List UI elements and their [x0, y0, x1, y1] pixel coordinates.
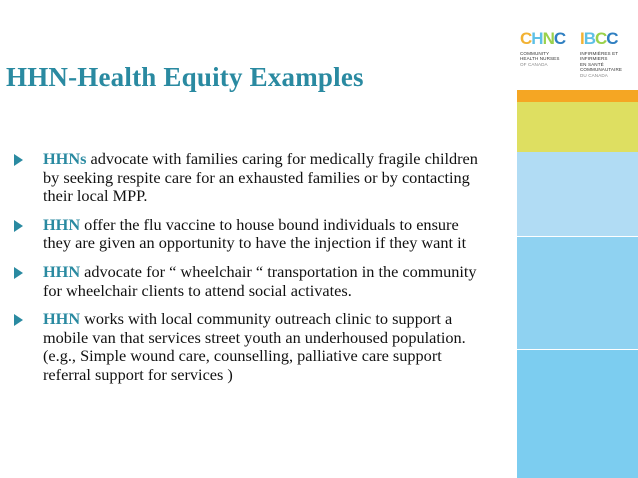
ibcc-logo-letter: C — [595, 29, 607, 48]
color-bar-divider — [517, 349, 638, 350]
bullet-line: (e.g., Simple wound care, counselling, palliative care support — [43, 346, 442, 366]
bullet-line — [43, 216, 524, 235]
color-bar-blue — [517, 236, 638, 349]
ibcc-logo — [580, 30, 636, 78]
bullet-keyword: HHN — [43, 309, 81, 329]
bullet-list — [12, 150, 524, 395]
bullet-line: for wheelchair clients to attend social activates. — [43, 280, 352, 300]
bullet-arrow-icon — [14, 154, 23, 166]
ibcc-logo-text-line: EN SANTÉ COMMUNAUTAIRE — [580, 61, 623, 73]
bullet-line: referral support for services ) — [43, 364, 233, 384]
bullet-item — [12, 216, 524, 253]
color-bar-orange — [517, 90, 638, 102]
ibcc-logo-letter: I — [580, 29, 584, 48]
bullet-line — [43, 150, 524, 169]
ibcc-logo-text-line: INFIRMIÈRES ET INFIRMIERS — [580, 51, 619, 62]
bullet-arrow-icon — [14, 220, 23, 232]
bullet-line — [43, 263, 524, 282]
chnc-logo-text-line: OF CANADA — [520, 61, 548, 67]
chnc-logo-letter: C — [520, 29, 532, 48]
bullet-item — [12, 310, 524, 384]
bullet-keyword: HHNs — [43, 149, 87, 168]
bullet-line: mobile van that services street youth an underhoused population. — [43, 327, 466, 347]
bullet-line — [43, 310, 524, 329]
bullet-keyword: HHN — [43, 214, 81, 234]
bullet-arrow-icon — [14, 267, 23, 279]
bullet-text: works with local community outreach clinic to support a — [80, 309, 453, 329]
ibcc-logo-letter: B — [583, 29, 596, 48]
color-bar-yellow — [517, 102, 638, 152]
bullet-line: their local MPP. — [43, 186, 148, 206]
bullet-item — [12, 263, 524, 300]
color-bar-light-blue — [517, 152, 638, 236]
ibcc-logo-mark — [580, 30, 636, 48]
ibcc-logo-letter: C — [606, 29, 618, 48]
bullet-keyword: HHN — [43, 261, 81, 281]
chnc-logo-letter: H — [531, 29, 543, 48]
chnc-logo — [520, 30, 576, 67]
chnc-logo-letter: N — [542, 29, 554, 48]
chnc-logo-letter: C — [553, 29, 566, 48]
chnc-logo-mark — [520, 30, 576, 48]
bullet-arrow-icon — [14, 314, 23, 326]
bullet-item — [12, 150, 524, 206]
color-bar-blue-dark — [517, 349, 638, 478]
bullet-text: advocate with families caring for medically fragile children — [86, 149, 478, 168]
bullet-line: by seeking respite care for an exhausted families or by contacting — [43, 167, 470, 187]
slide-title: HHN-Health Equity Examples — [6, 62, 364, 92]
chnc-logo-text-line: COMMUNITY — [520, 51, 550, 56]
color-bar-divider — [517, 236, 638, 237]
decorative-color-bars — [517, 90, 638, 478]
ibcc-logo-text-line: DU CANADA — [580, 72, 608, 78]
chnc-logo-text — [520, 51, 576, 67]
bullet-line: they are given an opportunity to have the injection if they want it — [43, 233, 467, 253]
logo-group — [520, 30, 638, 78]
bullet-text: offer the flu vaccine to house bound individuals to ensure — [80, 214, 459, 234]
ibcc-logo-text — [580, 51, 636, 78]
bullet-text: advocate for “ wheelchair “ transportation in the community — [80, 261, 477, 281]
chnc-logo-text-line: HEALTH NURSES — [520, 56, 560, 62]
